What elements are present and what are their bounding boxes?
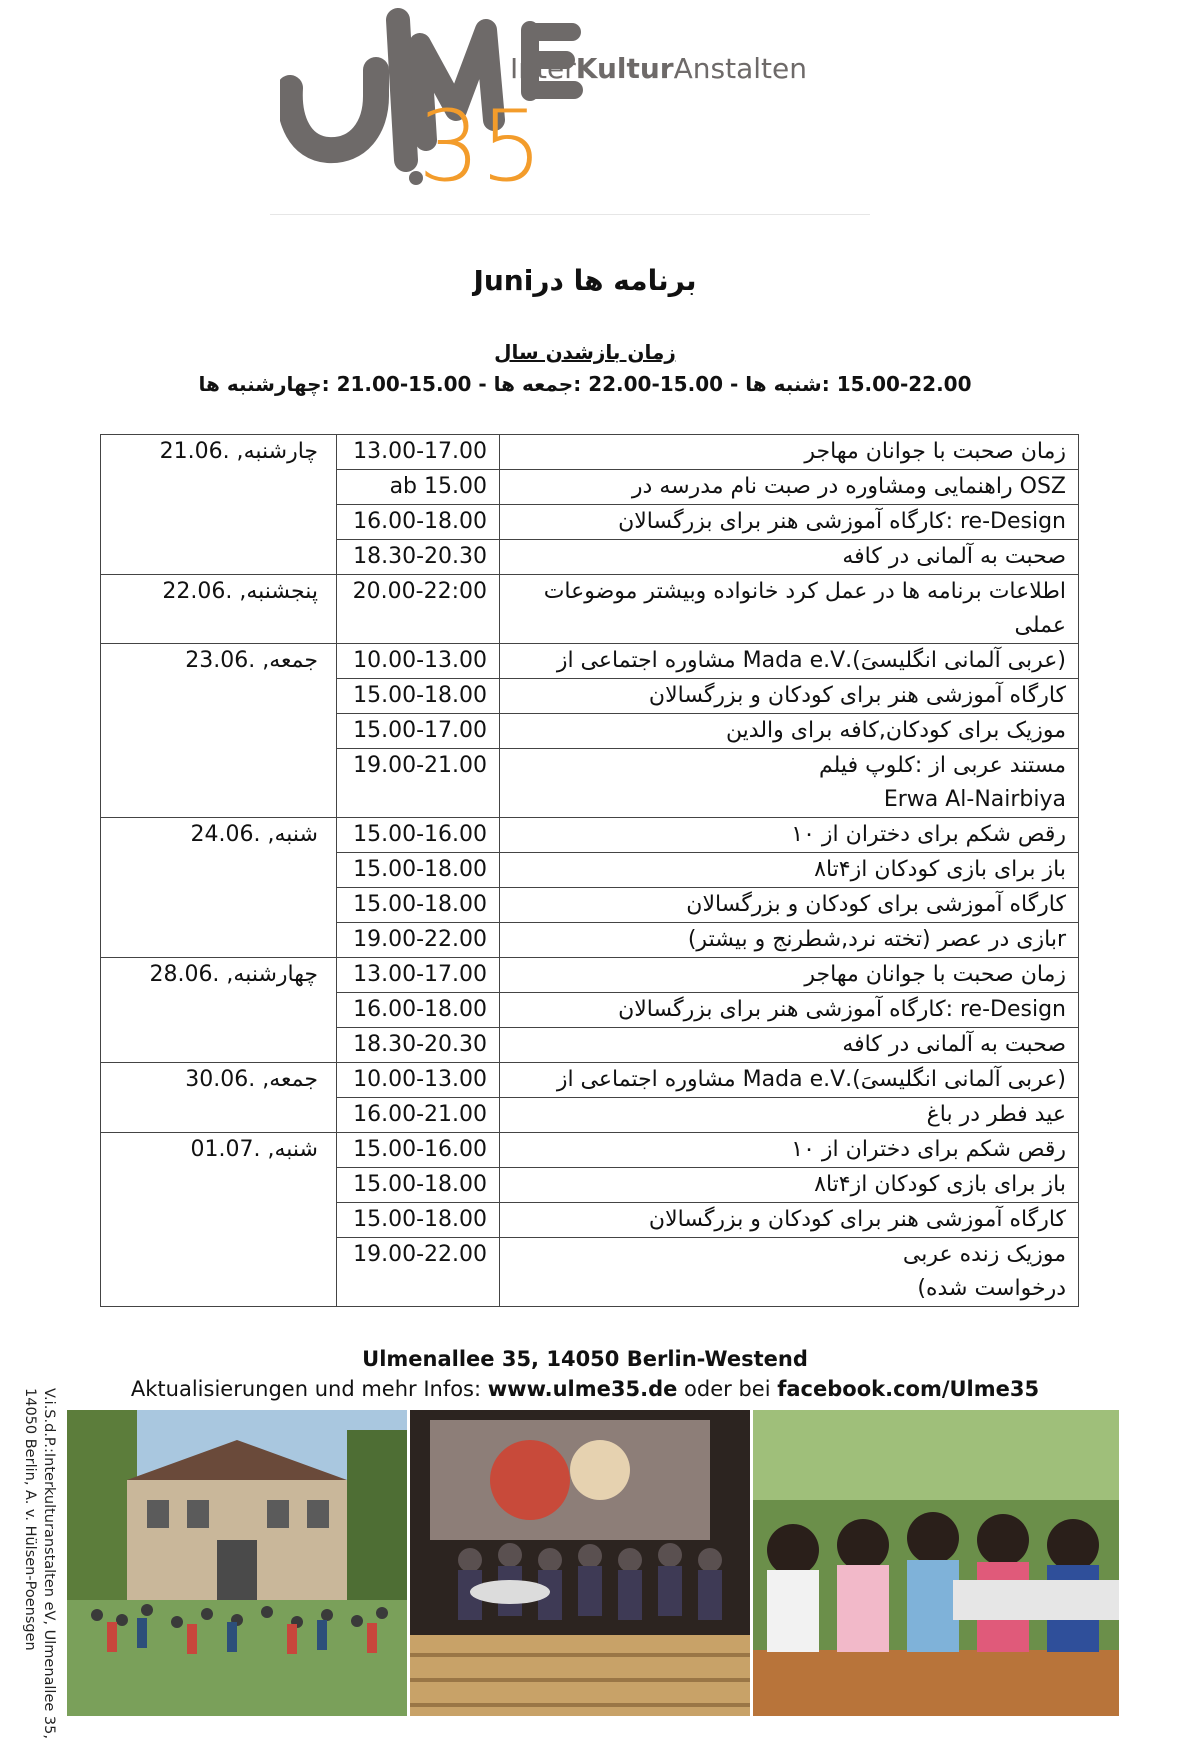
schedule-event-text: OSZ راهنمایی ومشاوره در صبت نام مدرسه در xyxy=(631,474,1066,499)
schedule-event-text: زمان صحبت با جوانان مهاجر xyxy=(804,962,1066,987)
schedule-event xyxy=(500,1133,1079,1168)
info-prefix: Aktualisierungen und mehr Infos: xyxy=(130,1377,482,1401)
schedule-event xyxy=(500,888,1079,923)
schedule-event xyxy=(500,923,1079,958)
schedule-event xyxy=(500,505,1079,540)
schedule-row xyxy=(101,575,1079,644)
opening-hours-label: زمان بازشدن سال xyxy=(494,340,676,364)
schedule-time: 15.00-18.00 xyxy=(337,1168,500,1203)
schedule-event xyxy=(500,1028,1079,1063)
schedule-row xyxy=(101,818,1079,853)
logo-tagline-kultur: Kultur xyxy=(575,52,674,85)
schedule-day xyxy=(101,1168,337,1203)
schedule-event-text: کارگاه آموزشی هنر برای کودکان و بزرگسالان xyxy=(648,1207,1066,1232)
schedule-event xyxy=(500,993,1079,1028)
schedule-day: 22.06. ,پنجشنبه xyxy=(101,575,337,644)
schedule-time: ab 15.00 xyxy=(337,470,500,505)
schedule-row xyxy=(101,1098,1079,1133)
schedule-row xyxy=(101,993,1079,1028)
schedule-day xyxy=(101,1203,337,1238)
schedule-event xyxy=(500,714,1079,749)
schedule-row xyxy=(101,1133,1079,1168)
schedule-event xyxy=(500,1203,1079,1238)
page-title: برنامه ها درJuni xyxy=(473,264,697,297)
schedule-time: 10.00-13.00 xyxy=(337,644,500,679)
schedule-event-text: صحبت به آلمانی در کافه xyxy=(842,1032,1066,1057)
schedule-event xyxy=(500,1098,1079,1133)
schedule-day xyxy=(101,540,337,575)
info-mid: oder bei xyxy=(684,1377,771,1401)
schedule-day xyxy=(101,1238,337,1307)
address: Ulmenallee 35, 14050 Berlin-Westend xyxy=(362,1347,808,1371)
schedule-row xyxy=(101,1203,1079,1238)
schedule-event-text: صحبت به آلمانی در کافه xyxy=(842,544,1066,569)
schedule-event xyxy=(500,470,1079,505)
schedule-row xyxy=(101,888,1079,923)
schedule-day: 24.06. ,شنبه xyxy=(101,818,337,853)
schedule-event-text: زمان صحبت با جوانان مهاجر xyxy=(804,439,1066,464)
schedule-row xyxy=(101,505,1079,540)
schedule-event xyxy=(500,679,1079,714)
schedule-day xyxy=(101,853,337,888)
schedule-day xyxy=(101,714,337,749)
info-line xyxy=(0,1377,1170,1401)
schedule-time: 20.00-22:00 xyxy=(337,575,500,644)
schedule-row xyxy=(101,1063,1079,1098)
schedule-row xyxy=(101,1168,1079,1203)
schedule-row xyxy=(101,1238,1079,1307)
schedule-time: 10.00-13.00 xyxy=(337,1063,500,1098)
schedule-time: 15.00-18.00 xyxy=(337,679,500,714)
schedule-time: 16.00-21.00 xyxy=(337,1098,500,1133)
schedule-row xyxy=(101,853,1079,888)
schedule-day: 28.06. ,چهارشنبه xyxy=(101,958,337,993)
schedule-time: 15.00-16.00 xyxy=(337,818,500,853)
schedule-time: 15.00-18.00 xyxy=(337,853,500,888)
schedule-table xyxy=(100,434,1079,1307)
schedule-row xyxy=(101,958,1079,993)
schedule-time: 15.00-18.00 xyxy=(337,1203,500,1238)
schedule-row xyxy=(101,470,1079,505)
schedule-time: 15.00-16.00 xyxy=(337,1133,500,1168)
schedule-day xyxy=(101,888,337,923)
schedule-time: 18.30-20.30 xyxy=(337,540,500,575)
logo-divider xyxy=(270,214,870,215)
schedule-event xyxy=(500,749,1079,818)
schedule-event-text: موزیک برای کودکان,کافه برای والدین xyxy=(725,718,1066,743)
logo-graphic xyxy=(280,0,900,215)
schedule-event xyxy=(500,1168,1079,1203)
schedule-day xyxy=(101,749,337,818)
schedule-event-text: (عربی آلمانی انگلیسیَ).Mada e.V مشاوره اجتماعی از xyxy=(556,648,1066,673)
svg-text:InterKulturAnstalten xyxy=(510,52,807,85)
schedule-day xyxy=(101,1098,337,1133)
schedule-row xyxy=(101,644,1079,679)
schedule-event-text: اطلاعات برنامه ها در عمل کرد خانواده وبیشتر موضوعات عملی xyxy=(543,579,1066,638)
imprint xyxy=(14,1388,57,1739)
logo-tagline-anstalten: Anstalten xyxy=(673,52,807,85)
schedule-row xyxy=(101,923,1079,958)
schedule-day xyxy=(101,679,337,714)
schedule-day xyxy=(101,1028,337,1063)
schedule-event-text: (عربی آلمانی انگلیسیَ).Mada e.V مشاوره اجتماعی از xyxy=(556,1067,1066,1092)
schedule-time: 18.30-20.30 xyxy=(337,1028,500,1063)
schedule-event-text: باز برای بازی کودکان از۴تا۸ xyxy=(814,857,1066,882)
schedule-time: 19.00-22.00 xyxy=(337,1238,500,1307)
imprint-line-1: V.i.S.d.P.:Interkulturanstalten eV, Ulmenallee 35, xyxy=(41,1388,57,1739)
schedule-time: 13.00-17.00 xyxy=(337,958,500,993)
schedule-row xyxy=(101,540,1079,575)
schedule-row xyxy=(101,435,1079,470)
schedule-event-text: کارگاه آموزشی هنر برای کودکان و بزرگسالان xyxy=(648,683,1066,708)
schedule-event xyxy=(500,958,1079,993)
schedule-event xyxy=(500,575,1079,644)
schedule-time: 13.00-17.00 xyxy=(337,435,500,470)
schedule-event-text: کارگاه آموزشی برای کودکان و بزرگسالان xyxy=(686,892,1066,917)
schedule-day xyxy=(101,923,337,958)
event-hall-photo xyxy=(410,1410,750,1716)
schedule-event xyxy=(500,435,1079,470)
schedule-row xyxy=(101,679,1079,714)
schedule-event-text: رقص شکم برای دختران از ۱۰ xyxy=(791,822,1066,847)
schedule-event-text: عید فطر در باغ xyxy=(926,1102,1066,1127)
schedule-event xyxy=(500,1238,1079,1307)
schedule-day: 01.07. ,شنبه xyxy=(101,1133,337,1168)
opening-hours-line: 15.00-22.00 :شنبه ها - 15.00-22.00 :جمعه ها - 15.00-21.00 :چهارشنبه ها xyxy=(198,372,972,396)
schedule-event-text: رقص شکم برای دختران از ۱۰ xyxy=(791,1137,1066,1162)
schedule-day xyxy=(101,470,337,505)
schedule-event-text-2: درخواست شده) xyxy=(917,1276,1066,1301)
schedule-event xyxy=(500,1063,1079,1098)
schedule-day: 23.06. ,جمعه xyxy=(101,644,337,679)
schedule-time: 15.00-17.00 xyxy=(337,714,500,749)
schedule-time: 19.00-22.00 xyxy=(337,923,500,958)
schedule-day xyxy=(101,505,337,540)
imprint-line-2: 14050 Berlin, A. v. Hülsen-Poensgen xyxy=(22,1388,38,1651)
schedule-event-text-2: Erwa Al-Nairbiya xyxy=(883,787,1066,812)
website-link[interactable]: www.ulme35.de xyxy=(487,1377,678,1401)
schedule-event-text: rبازی در عصر (تخته نرد,شطرنج و بیشتر) xyxy=(687,927,1066,952)
schedule-event xyxy=(500,644,1079,679)
schedule-row xyxy=(101,749,1079,818)
svg-text:35: 35 xyxy=(418,90,543,204)
schedule-time: 16.00-18.00 xyxy=(337,993,500,1028)
schedule-event-text: re-Design :کارگاه آموزشی هنر برای بزرگسالان xyxy=(618,997,1066,1022)
schedule-day xyxy=(101,993,337,1028)
schedule-event-text: باز برای بازی کودکان از۴تا۸ xyxy=(814,1172,1066,1197)
schedule-time: 16.00-18.00 xyxy=(337,505,500,540)
ulme35-logo xyxy=(280,0,900,215)
schedule-event-text: موزیک زنده عربی xyxy=(902,1242,1066,1267)
photo-strip xyxy=(67,1410,1119,1716)
logo-tagline-inter: Inter xyxy=(510,52,576,85)
schedule-day: 21.06. ,چارشنبه xyxy=(101,435,337,470)
children-photo xyxy=(753,1410,1119,1716)
schedule-event-text: مستند عربی از :کلوپ فیلم xyxy=(819,753,1066,778)
schedule-day: 30.06. ,جمعه xyxy=(101,1063,337,1098)
schedule-event xyxy=(500,818,1079,853)
schedule-event xyxy=(500,540,1079,575)
villa-garden-photo xyxy=(67,1410,407,1716)
schedule-row xyxy=(101,714,1079,749)
schedule-row xyxy=(101,1028,1079,1063)
schedule-event xyxy=(500,853,1079,888)
schedule-time: 19.00-21.00 xyxy=(337,749,500,818)
schedule-event-text: re-Design :کارگاه آموزشی هنر برای بزرگسالان xyxy=(618,509,1066,534)
schedule-time: 15.00-18.00 xyxy=(337,888,500,923)
facebook-link[interactable]: facebook.com/Ulme35 xyxy=(777,1377,1040,1401)
